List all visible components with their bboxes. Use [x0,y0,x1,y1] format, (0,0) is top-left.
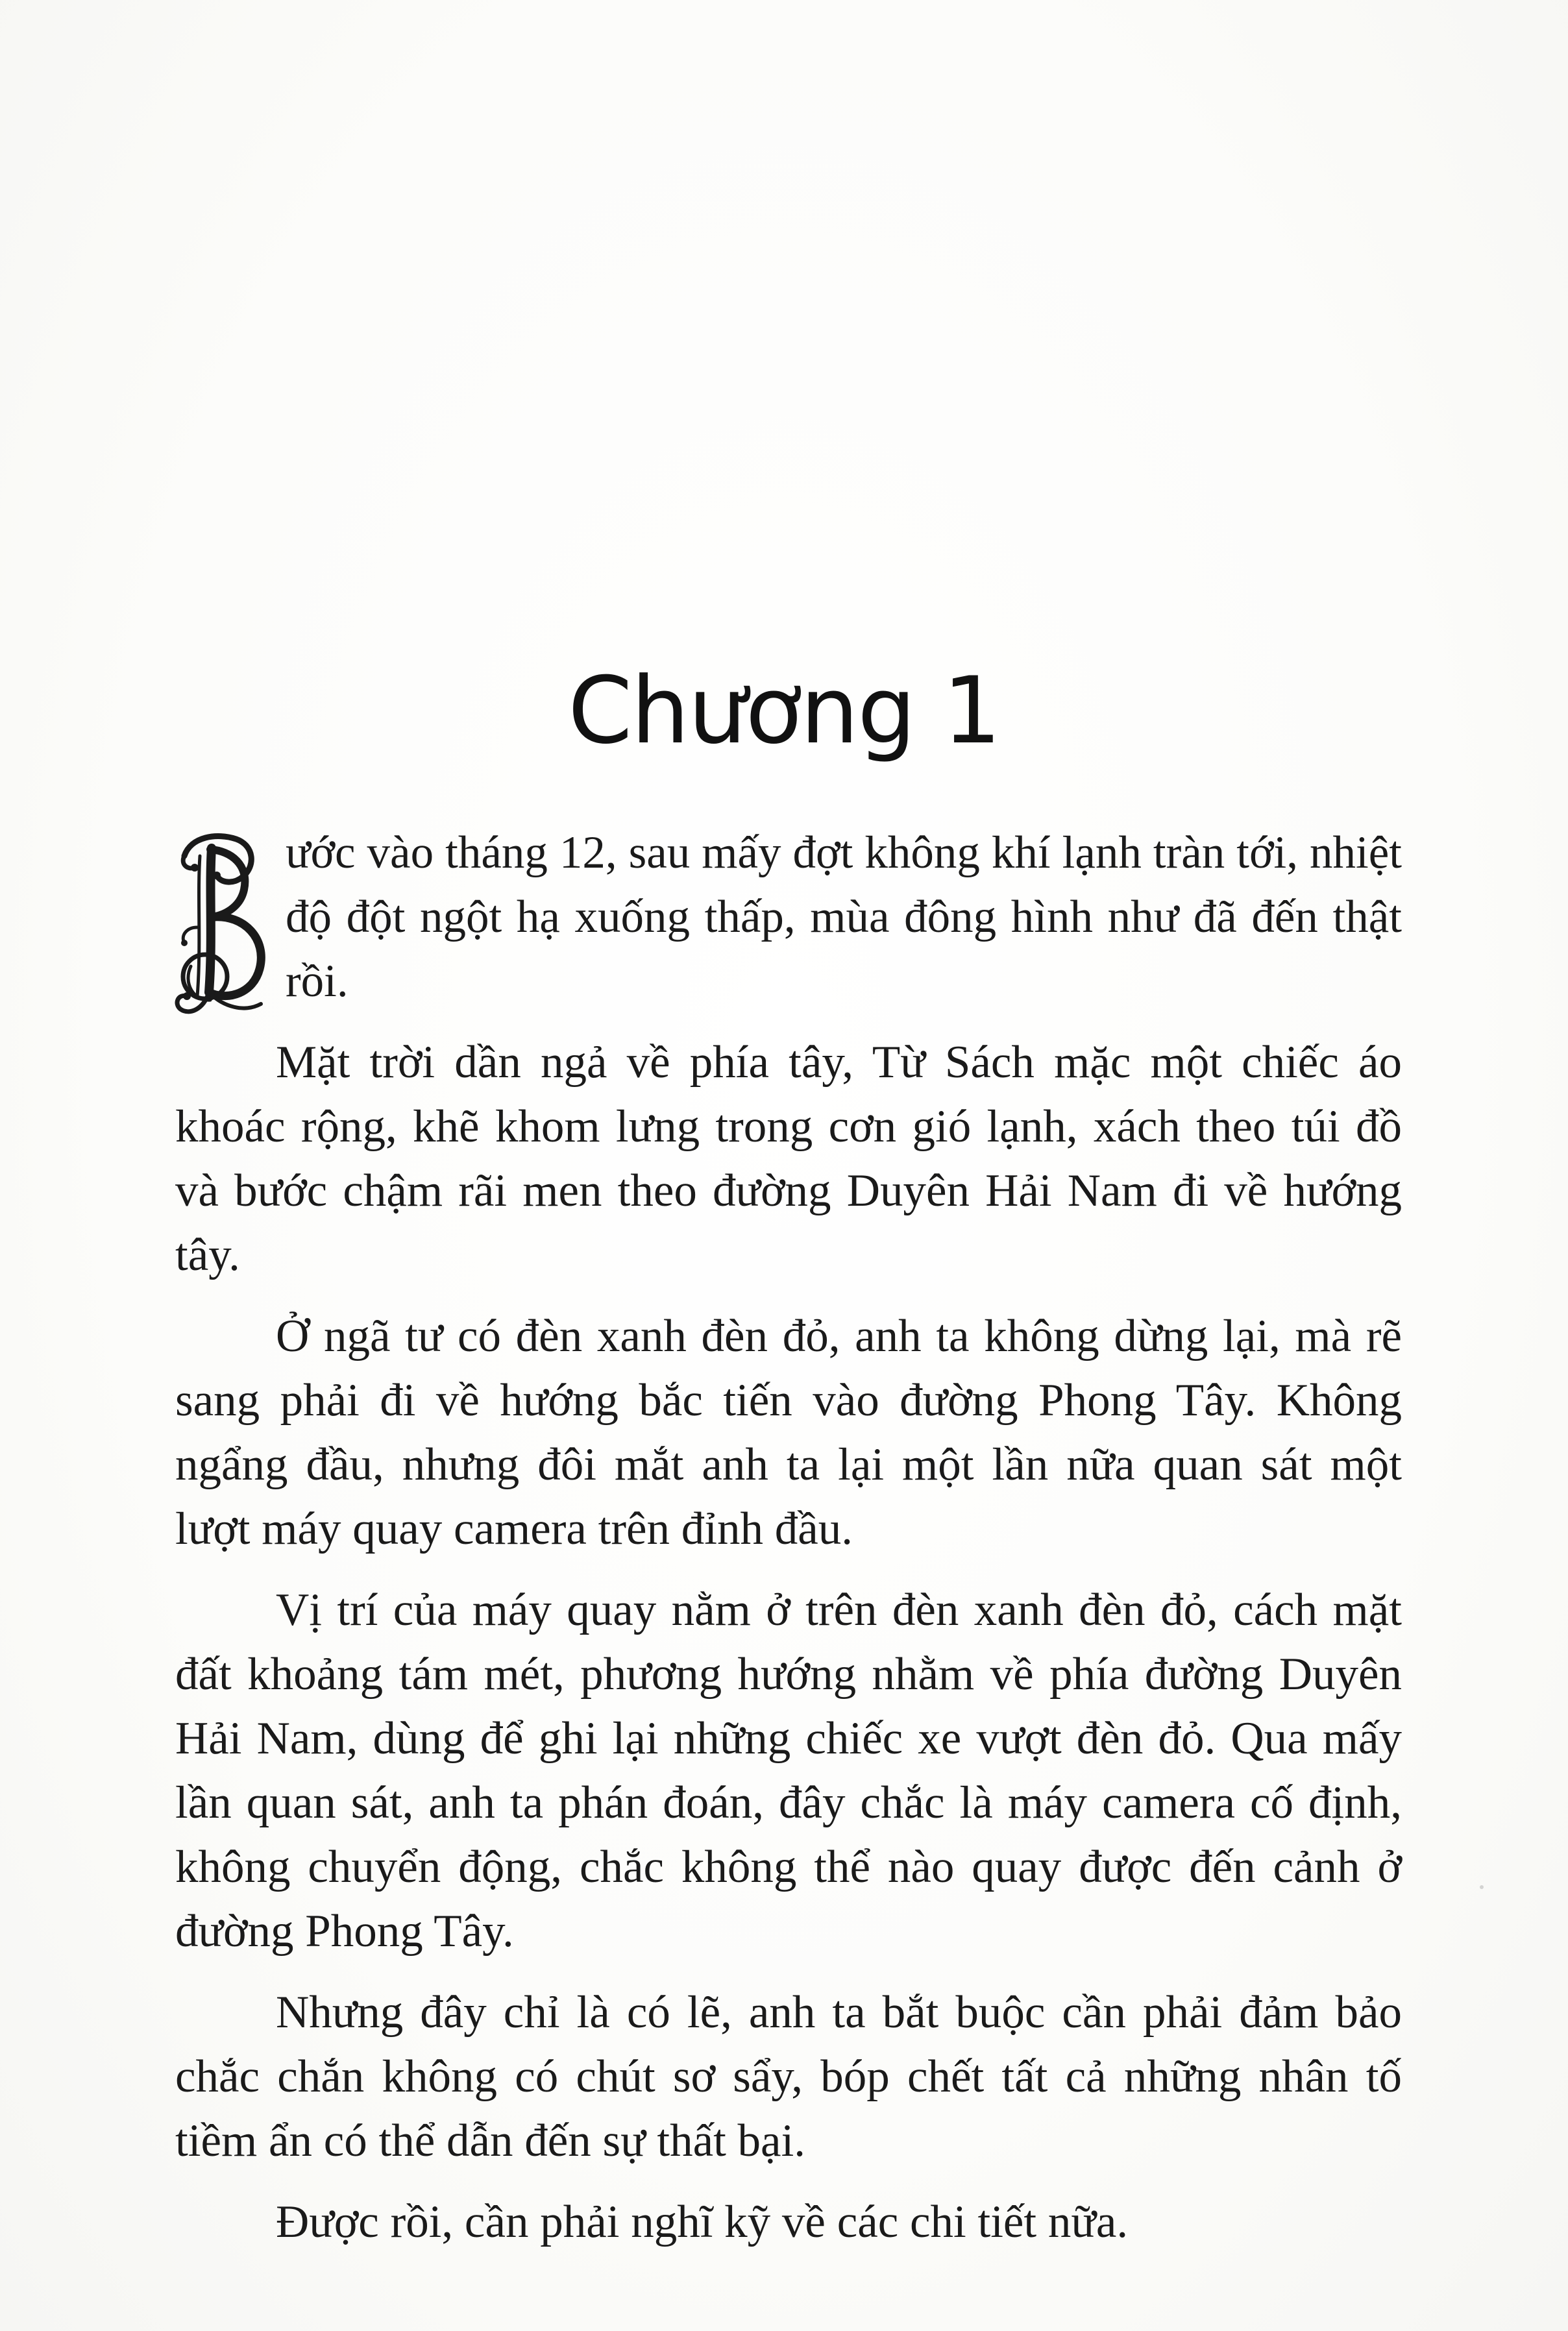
paragraph-1 [175,821,1402,1014]
chapter-body [175,821,1402,2271]
ornamental-b-icon [171,830,273,1025]
paragraph-4: Vị trí của máy quay nằm ở trên đèn xanh đèn đỏ, cách mặt đất khoảng tám mét, phương hướng nhằm về phía đường Duyên Hải Nam, dùng để ghi lại những chiếc xe vượt đèn đỏ. Qua mấy lần quan sát, anh ta phán đoán, đây chắc là máy camera cố định, không chuyển động, chắc không thể nào quay được đến cảnh ở đường Phong Tây. [175,1585,1402,1957]
paragraph-2: Mặt trời dần ngả về phía tây, Từ Sách mặc một chiếc áo khoác rộng, khẽ khom lưng trong cơn gió lạnh, xách theo túi đồ và bước chậm rãi men theo đường Duyên Hải Nam đi về hướng tây. [175,1037,1402,1280]
paragraph-5: Nhưng đây chỉ là có lẽ, anh ta bắt buộc cần phải đảm bảo chắc chắn không có chút sơ sẩy, bóp chết tất cả những nhân tố tiềm ẩn có thể dẫn đến sự thất bại. [175,1987,1402,2166]
paragraph-6: Được rồi, cần phải nghĩ kỹ về các chi tiết nữa. [276,2197,1129,2247]
ornamental-dropcap [171,830,273,1025]
paragraph-3: Ở ngã tư có đèn xanh đèn đỏ, anh ta không dừng lại, mà rẽ sang phải đi về hướng bắc tiến vào đường Phong Tây. Không ngẩng đầu, nhưng đôi mắt anh ta lại một lần nữa quan sát một lượt máy quay camera trên đỉnh đầu. [175,1311,1402,1554]
chapter-title: Chương 1 [568,657,1000,765]
paper-speck [1480,1885,1484,1889]
paragraph-1-text: ước vào tháng 12, sau mấy đợt không khí lạnh tràn tới, nhiệt độ đột ngột hạ xuống thấp, mùa đông hình như đã đến thật rồi. [286,827,1402,1007]
